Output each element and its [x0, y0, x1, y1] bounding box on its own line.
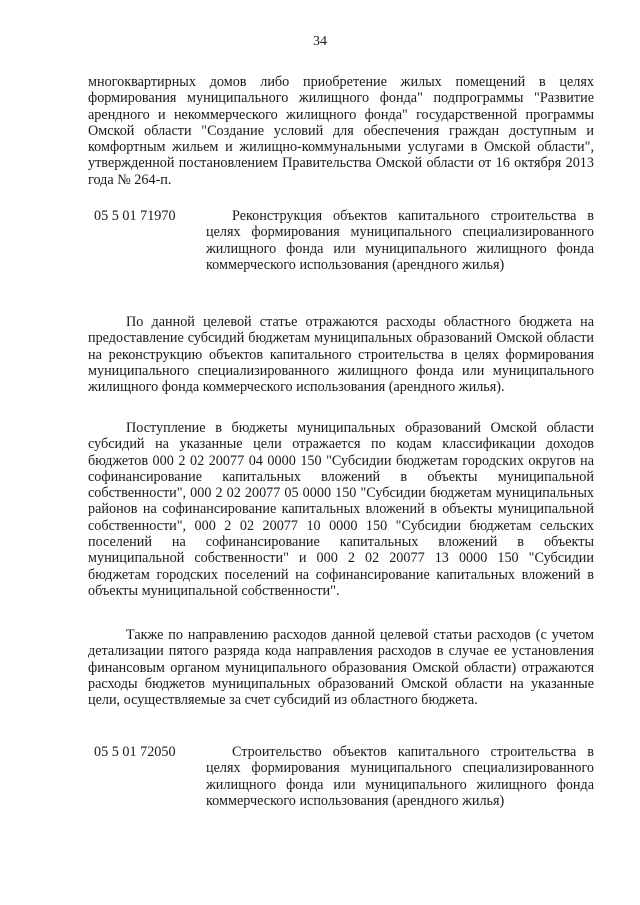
body-paragraph-1: По данной целевой статье отражаются расходы областного бюджета на предоставление субсидий бюджетам муниципальных образований Омской области на реконструкцию объектов капитального строительства в целях формирования муниципального специализированного жилищного фонда или муниципального жилищного фонда коммерческого использования (арендного жилья).	[88, 314, 594, 396]
body-paragraph-2: Поступление в бюджеты муниципальных образований Омской области субсидий на указанные цели отражается по кодам классификации доходов бюджетов 000 2 02 20077 04 0000 150 "Субсидии бюджетам городских округов на софинансирование капитальных вложений в объекты муниципальной собственности", 000 2 02 20077 05 0000 150 "Субсидии бюджетам муниципальных районов на софинансирование капитальных вложений в объекты муниципальной собственности", 000 2 02 20077 10 0000 150 "Субсидии бюджетам сельских поселений на софинансирование капитальных вложений в объекты муниципальной собственности" и 000 2 02 20077 13 0000 150 "Субсидии бюджетам городских поселений на софинансирование капитальных вложений в объекты муниципальной собственности".	[88, 420, 594, 599]
page-number: 34	[313, 34, 327, 49]
intro-paragraph: многоквартирных домов либо приобретение жилых помещений в целях формирования муниципального жилищного фонда" подпрограммы "Развитие арендного и некоммерческого жилищного фонда" государственной программы Омской области "Создание условий для обеспечения граждан доступным и комфортным жильем и жилищно-коммунальными услугами в Омской области", утвержденной постановлением Правительства Омской области от 16 октября 2013 года № 264-п.	[88, 74, 594, 188]
article-title: Строительство объектов капитального строительства в целях формирования муниципального специализированного жилищного фонда или муниципального жилищного фонда коммерческого использования (арендного жилья)	[206, 744, 594, 809]
article-code: 05 5 01 71970	[94, 208, 176, 224]
body-paragraph-3: Также по направлению расходов данной целевой статьи расходов (с учетом детализации пятого разряда кода направления расходов в случае ее установления финансовым органом муниципального образования Омской области) отражаются расходы бюджетов муниципальных образований Омской области на указанные цели, осуществляемые за счет субсидий из областного бюджета.	[88, 627, 594, 709]
article-code: 05 5 01 72050	[94, 744, 176, 760]
article-title: Реконструкция объектов капитального строительства в целях формирования муниципального специализированного жилищного фонда или муниципального жилищного фонда коммерческого использования (арендного жилья)	[206, 208, 594, 273]
